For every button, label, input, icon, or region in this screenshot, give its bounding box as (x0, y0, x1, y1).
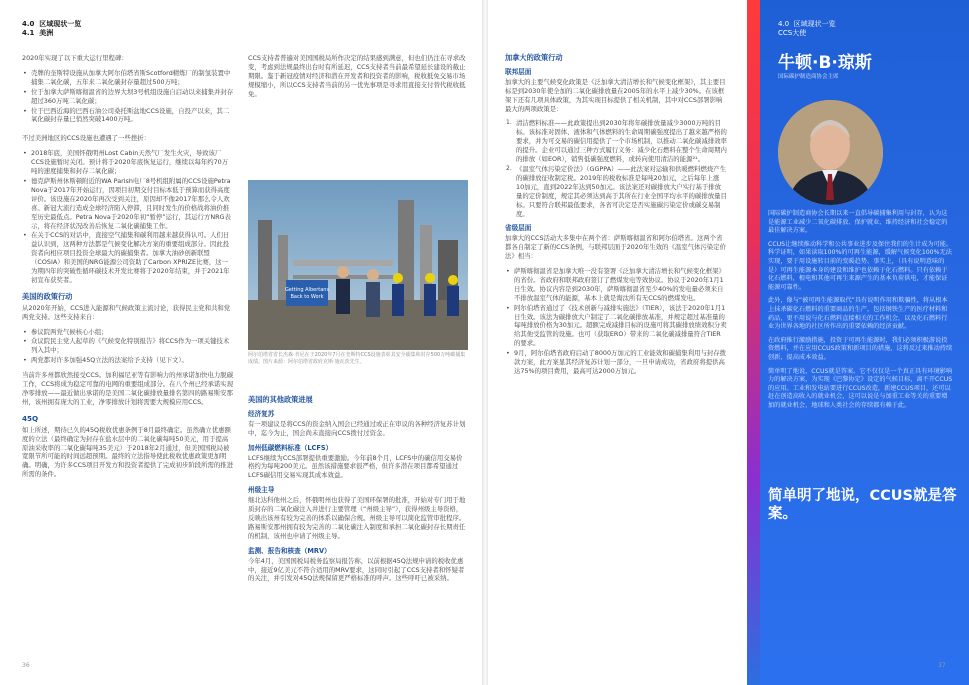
list-item: • 众议院民主党人起草的《气候变化特别报告》将CCS作为一项关键技术列入其中； (22, 337, 234, 355)
heading-other-policy: 美国的其他政策进展 (248, 395, 313, 404)
pull-quote: 简单明了地说，CCUS就是答案。 (768, 488, 957, 522)
ambassador-name: 牛顿·B·琼斯 (778, 53, 872, 73)
setback-list (22, 149, 234, 285)
list-item: • 壳牌的奎斯特设施从加拿大阿尔伯塔省斯Scotford精炼厂的制氢装置中捕集二氧化碳，五年来二氧化碳封存量超过500万吨； (22, 69, 234, 87)
portrait-illustration (778, 100, 883, 205)
policy-text: 从2020年开始，CCS进入能源和气候政策主流讨论，获得民主党和共和党两党支持。这些支持来自： (22, 303, 231, 321)
federal-text: 加拿大的主要气候变化政策是《泛加拿大清洁增长和气候变化框架》，其主要目标是到2030年使全加的二氧化碳排放量在2005年的水平上减少30%。在该框架下还有几项具体政策，为其实现目标提供了相关机制，其中对CCS部署影响最大的两项政策是： (505, 77, 726, 113)
heading-provincial: 省级层面 (505, 224, 532, 233)
photo-caption: 阿尔伯塔省省长杰森·肯尼在于2020年7月在奎斯特CCS设施表彰其安全捕集和封存500万吨碳捕集成绩。图片来源：阿尔伯塔省政府克斯·施瓦茨先生。 (248, 352, 466, 365)
text-45q: 如上所述，期待已久的45Q税收优惠条例于8月最终确定。虽然确立优惠额度的立法（最终确定为封存在盐水层中的二氧化碳每吨50美元，用于提高原油采收率的二氧化碳每吨35美元）于2018年2月通过，但美国国税局被宽限节所可能的时间远超预期。最终的立法指导使此税收优惠政策更加明确。明确，为许多CCS项目开发方和投资者提供了完成初步阶段所需的推进所需的条件。 (22, 425, 234, 479)
svg-text:Getting Albertans: Getting Albertans (284, 287, 330, 293)
heading-lcfs: 加州低碳燃料标准（LCFS） (248, 443, 333, 452)
list-item: • 位于巴西近海的巴西石油公司桑托斯盆地CCS设施，自投产以来，其二氧化碳封存量已悄然突破1400万吨。 (22, 107, 234, 125)
list-item: • 9月，阿尔伯塔省政府启动了8000万加元的工业能效和碳捕集利用与封存拨款方案，此方案显其经济复苏计划一部分，一旦申请成功，省政府将提供高达75%的项目费用，最高可达2000万加元。 (505, 349, 727, 376)
setbacks-intro: 不过美洲地区的CCS设施也遭遇了一些挫折： (22, 134, 151, 143)
provincial-list (505, 267, 727, 376)
list-item: 2. 《温室气体污染定价法》（GGPPA）——此法案对运输和供暖燃料燃烧产生的碳排放征收制定税。2019年的税收标准是每吨20加元，之后每年上涨10加元，直到2022年达到50加元。该法案还对碳排放大户实行基于排放量的定价制度，规定其必须达到高于其所在行业全国平均水平的碳排放量目标。只要符合联邦最低要求，各省可决定是否实施碳污染定价或碳交易制度。 (505, 165, 727, 218)
mrv-text: 今年4月，美国国税局税务监察局报告称，以前根据45Q法规申请的税收优惠中，接近9亿美元不符合适用的MRV要求，这同时引起了CCS支持者和怀疑者的关注，并引发对45Q法规保留更严格标准的呼声。这些呼吁已被采纳。 (248, 556, 465, 583)
left-column-2-lower (248, 396, 468, 589)
sidebar-paragraph: 简单明了地说，CCUS就是答案。它不仅仅是一个真正具有环境影响力的解决方案，为实现《巴黎协定》设定的气候目标，离不开CCUS的应用。工业和发电站要进行CCUS改造，新建CCUS项目，还可以赶在创造高收入的就业机会，这可以说是与加重工业等关的重要增加的就业机会，地球和人类社会的存续都有赖于此。 (768, 367, 953, 409)
sidebar-paragraph: CCUS让继续推动科学和公共事业进步及保住我们的生计成为可能。科学证明，如果读取100%的可再生能源，缓解气候变化100%无法实现，要于用设施转目前的变暖趋势。事实上，（具有说明意味的是）可再生能源本身的建设和维护也依赖于化石燃料。只有依赖于化石燃料，根电和其他可再生来源产生的基本负荷供电，才能保证能源可靠性。 (768, 240, 953, 291)
refinery-photo-illustration (248, 180, 468, 350)
page-gutter (482, 0, 488, 685)
section-heading: 4.0 区域现状一览 4.1 美洲 (22, 20, 82, 37)
milestone-list (22, 69, 234, 124)
ambassador-portrait (778, 100, 883, 205)
heading-canada-policy: 加拿大的政策行动 (505, 53, 563, 62)
list-item: • 萨斯喀彻温省是加拿大唯一没有签署《泛加拿大清洁增长和气候变化框架》的省份。省政府和联邦政府签订了燃煤发电等效协议。协议于2020年1月1日生效。协议内容是到2030年，萨斯喀彻温省至少40%的发电量必须来自不排放温室气体的能源，基本上就是淘汰所有无CCS的燃煤发电。 (505, 267, 727, 303)
sidebar-gradient-stripe (747, 0, 760, 685)
sidebar-section-heading: 4.0 区域现状一览 CCS大使 (778, 20, 836, 37)
ambassador-text (768, 210, 953, 415)
list-item: • 2018年底，美国怀俄明州Lost Cabin天然气厂发生火灾，导致该厂CCS设施暂时关闭。预计将于2020年底恢复运行，继续以每年约70万吨的速度捕集和封存二氧化碳； (22, 149, 234, 176)
heading-economic-recovery: 经济复苏 (248, 409, 275, 418)
list-item: • 参议院两党气候核心小组； (22, 328, 234, 337)
list-item: • 在关于CCS的对话中，直接空气捕集和碳利用越来越获得认可。人们日益认识到，这两种方法都是气候变化解决方案的重要组成部分。因此投资者向相应项目投资全球最大的碳捕集者。加拿大油砂创新联盟（COSIA）和美国的NRG能源公司资助了Carbon XPRIZE比赛，这一为期四年的突破性循环碳技术开发比赛将于2020年结束，并于2021年初宣布获奖者。 (22, 231, 234, 284)
list-item: • 德克萨斯州休斯顿附近的WA Parish电厂8号机组附属的CCS设施Petra Nova于2017年开始运行，因项目初期交付目标本低于预算而获得高度评价。该设施在2020年再次受到关注，原因却不像2017年那么令人欢喜。新冠大流行造成全球经济陷入停滞，且同时发生的价格战将油价推至历史最低点。Petra Nova于2020年初“暂停”运行，其运行方NRG表示，将在经济状况改善后恢复二氧化碳捕集工作。 (22, 177, 234, 230)
heading-federal: 联邦层面 (505, 67, 532, 76)
ambassador-role: 国际碳护制造商协会主席 (778, 74, 839, 80)
supporters-text: CCS支持者普遍对美国国税局所作决定的结果感到满意，但也们仍注在寻求改变，考虑到法规最终出台时有所延迟，CCS支持者当前最希望延长建设的截止期限。鉴于新冠疫情对经济和潜在开发者和投资者的影响，税收抵免交易市场规模缩小，所以CCS支持者当前的另一优先事项是寻求用直接支付替代税收抵免。 (248, 54, 466, 98)
intro-text: 2020年实现了以下重大运行里程碑： (22, 54, 128, 62)
left-column-2 (248, 54, 468, 105)
refinery-photo (248, 180, 468, 350)
states-text: 当前许多州都欣然接受CCS。加利福尼亚等有影响力的州承诺加快电力脱碳工作，CCS将成为稳定可靠的电网的重要组成部分。在八个州已经承诺实现净零排放——最近做出承诺的是美国二氧化碳排放量排名第四的路易斯安那州，该州拥有庞大的工业，净零排放计划将需要大规模应用CCS。 (22, 371, 234, 406)
heading-mrv: 监测、报告和核查（MRV） (248, 546, 331, 555)
federal-policy-list (505, 119, 727, 218)
list-item: • 阿尔伯塔省通过了《技术创新与减排实施法》（TIER），该法于2020年1月1日生效。该法为碳排放大户制定了二氧化碳排放基准，并规定超过基准量的每吨排放价格为30加元。超额完成减排目标的设施可将其碳排放绩效积分卖给其他受监管的设施。也可（获取ERO）带来的二氧化碳减排量符合TIER的要求。 (505, 304, 727, 349)
sidebar-paragraph: 此外，像与“被可再生能源取代”具有说明作用和欺骗性，将从根本上抹杀碳化石燃料的重要商品的生产，包括钢铁生产的医疗材料和药品，更不用说与化石燃料直接相关的工作机会，以及化石燃料行业为世界各地的社区所作出的重要依赖的经济贡献。 (768, 297, 948, 331)
provincial-text: 加拿大的CCS活动大多集中在两个省：萨斯喀彻温省和阿尔伯塔省。这两个省都各自制定了新的CCS条例，与联邦层面于2020年生效的《温室气体污染定价法》相当： (505, 234, 726, 261)
list-item: • 两党都对许多加强45Q立法的法案给予支持（见下文）。 (22, 356, 234, 365)
economic-recovery-text: 有一项建议是将CCS的资金纳入国会已经通过或正在审议的各种经济复苏计划中，迄今为止，国会尚未直接向CCS拨付过资金。 (248, 419, 466, 437)
left-column-1 (22, 54, 234, 485)
list-item: • 位于加拿大萨斯喀彻温省的边界大坝3号机组设施自启动以来捕集并封存超过360万吨二氧化碳； (22, 88, 234, 106)
sidebar-paragraph: 国际碳护制造商协会长期以来一直倡导碳捕集利用与封存，认为这是能源工业减少二氧化碳排放、保护就业、维持经济和社会稳定的最佳解决方案。 (768, 210, 948, 235)
lcfs-text: LCFS继续为CCS部署提供重要激励。今年前8个月，LCFS中的碳信用交易价格约为每吨200美元。虽然该措施要求很严格，但许多潜在项目都希望通过LCFS碳信用交易实现其成本效益。 (248, 453, 463, 480)
heading-us-policy: 美国的政策行动 (22, 291, 73, 301)
svg-text:Back to Work: Back to Work (290, 294, 324, 300)
support-list (22, 328, 234, 366)
heading-state-primacy: 州级主导 (248, 486, 275, 495)
heading-45q: 45Q (22, 413, 39, 423)
list-item: 1. 清洁燃料标准——此政策提出到2030年将年碳排放量减少3000万吨的目标。该标准对固体、液体和气体燃料的生命周期碳强度提出了越来越严格的要求，并为可交易的碳信用提供了一个市场机制，以推动二氧化碳减排效率的提升。企业可以通过三种方式履行义务：减少化石燃料在整个生命周期内的排放（如EOR），销售低碳强度燃料，或转向使用清洁的能源²¹。 (505, 119, 727, 164)
right-column-policy (505, 54, 727, 382)
page-number-right: 37 (938, 662, 946, 669)
sidebar-paragraph: 在政府推行激励措施，投资于可再生能源时，我们必须积极游说投资燃料，并在应用CCUS政策和新项目的措施，这将反过来推动持续创新，提高成本效益。 (768, 336, 953, 361)
state-primacy-text: 继北达科他州之后，怀俄明州也获得了美国环保署的批准，开始对专门用于地质封存的二氧化碳注入井进行主要管理（“州级主导”），获得州级主导资格，反映出该州有较为完善的体系以确保合规。州级主导可以简化监管审批程序。路易斯安那州拥有较为完善的二氧化碳注入制度和承担二氧化碳封存长期责任的机制，该州也申请了州级主导。 (248, 496, 466, 540)
page-number-left: 36 (22, 662, 30, 669)
